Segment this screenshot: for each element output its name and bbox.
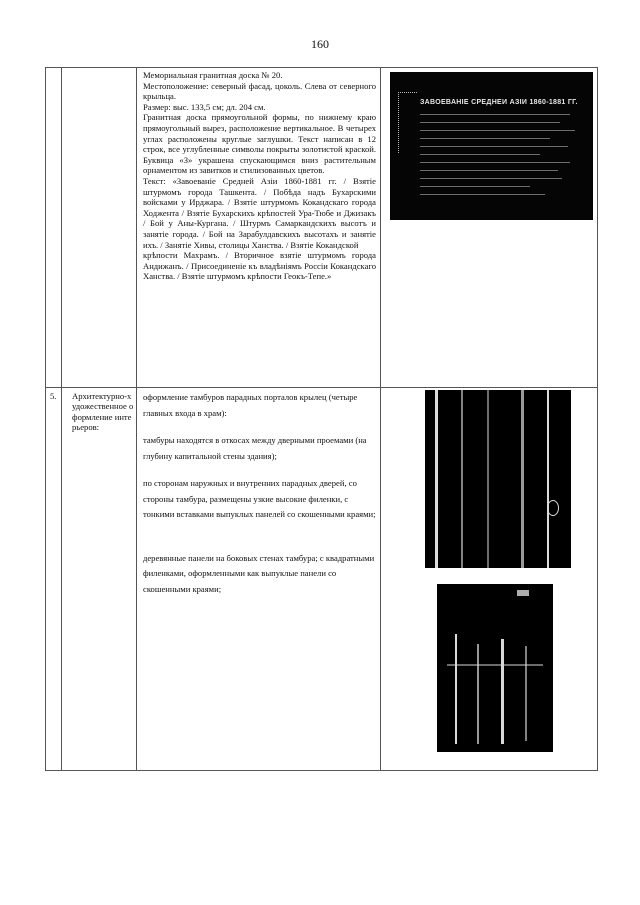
- description-paragraph: деревянные панели на боковых стенах тамбура; с квадратными филенками, оформленными как выпуклые панели со скошенными краями;: [143, 552, 375, 594]
- heritage-table: [45, 67, 598, 771]
- panel-highlight: [435, 390, 438, 568]
- plaque-inscription: ЗАВОЕВАНIЕ СРЕДНЕЙ АЗIИ 1860-1881 ГГ.: [420, 99, 578, 106]
- panel-highlight: [455, 634, 457, 744]
- vestibule-interior-photo: [437, 584, 553, 752]
- vestibule-door-photo: [425, 390, 571, 568]
- description-paragraph: Текст: «Завоеванiе Средней Азiи 1860-1881 гг. / Взятiе штурмомъ города Ташкента. / Побѣда надъ Бухарскими войсками у Ирджара. / Взятiе штурмомъ Кокандскаго города Ходжента / Взятiе Бухарскихъ крѣпостей Ура-Тюбе и Джизакъ / Бой у Аны-Кургана. / Штурмъ Самаркандскихъ высотъ и занятiе города. / Бой на Зарабулдавскихъ высотахъ и занятiе ихъ. / Занятiе Хивы, столицы Ханства. / Взятiе Кокандской: [143, 175, 376, 250]
- door-handle-icon: [547, 500, 559, 516]
- inscription-line: [420, 122, 560, 123]
- description-paragraph: Гранитная доска прямоугольной формы, по нижнему краю прямоугольный вырез, расположение вертикальное. В четырех углах расположены круглые заглушки. Текст написан в 12 строк, все углубленные символы покрыты золотистой краской. Буквица «З» украшена спускающимся вниз растительным орнаментом из завитков и стилизованных цветов.: [143, 112, 376, 176]
- inscription-line: [420, 178, 562, 179]
- photo-cell: [381, 68, 598, 388]
- inscription-line: [420, 138, 550, 139]
- panel-highlight: [525, 646, 527, 741]
- inscription-line: [420, 170, 558, 171]
- table-row: [46, 388, 598, 771]
- description-cell: [137, 68, 381, 388]
- photo-cell: [381, 388, 598, 771]
- description-paragraph: по сторонам наружных и внутренних парадных дверей, со стороны тамбура, размещены узкие высокие филенки, с тонкими вставками выпуклых панелей со скошенными краями;: [143, 478, 376, 519]
- panel-highlight: [461, 390, 463, 568]
- inscription-line: [420, 114, 570, 115]
- panel-highlight: [447, 664, 543, 666]
- panel-highlight: [521, 390, 524, 568]
- inscription-line: [420, 154, 540, 155]
- inscription-line: [420, 162, 570, 163]
- row-number-cell: [46, 68, 62, 388]
- inscription-line: [420, 194, 545, 195]
- description-paragraph: крѣпости Махрамъ. / Вторичное взятiе штурмомъ города Андижанъ. / Присоединенiе къ владѣнiямъ Россiи Кокандскаго Ханства. / Взятiе штурмомъ крѣпости Геокъ-Тепе.»: [143, 250, 376, 282]
- panel-highlight: [487, 390, 489, 568]
- description-paragraph: Мемориальная гранитная доска № 20.: [143, 70, 283, 80]
- panel-highlight: [547, 390, 549, 568]
- description-paragraph: Размер: выс. 133,5 см; дл. 204 см.: [143, 101, 266, 112]
- inscription-line: [420, 186, 530, 187]
- ornament-icon: [398, 92, 417, 153]
- panel-highlight: [501, 639, 504, 744]
- row-label-cell: Архитектурно-художественное оформление интерьеров:: [62, 388, 137, 771]
- description-paragraph: тамбуры находятся в откосах между дверными проемами (на глубину капитальной стены здания);: [143, 435, 367, 461]
- page-number: 160: [311, 37, 329, 51]
- memorial-plaque-photo: [390, 72, 593, 220]
- panel-highlight: [477, 644, 479, 744]
- row-number-cell: 5.: [46, 388, 62, 771]
- description-paragraph: Местоположение: северный фасад, цоколь. Слева от северного крыльца.: [143, 80, 376, 102]
- row-label-cell: [62, 68, 137, 388]
- inscription-line: [420, 146, 568, 147]
- inscription-line: [420, 130, 575, 131]
- panel-highlight: [517, 590, 529, 596]
- description-paragraph: оформление тамбуров парадных порталов крылец (четыре главных входа в храм):: [143, 392, 358, 418]
- table-row: [46, 68, 598, 388]
- description-cell: [137, 388, 381, 771]
